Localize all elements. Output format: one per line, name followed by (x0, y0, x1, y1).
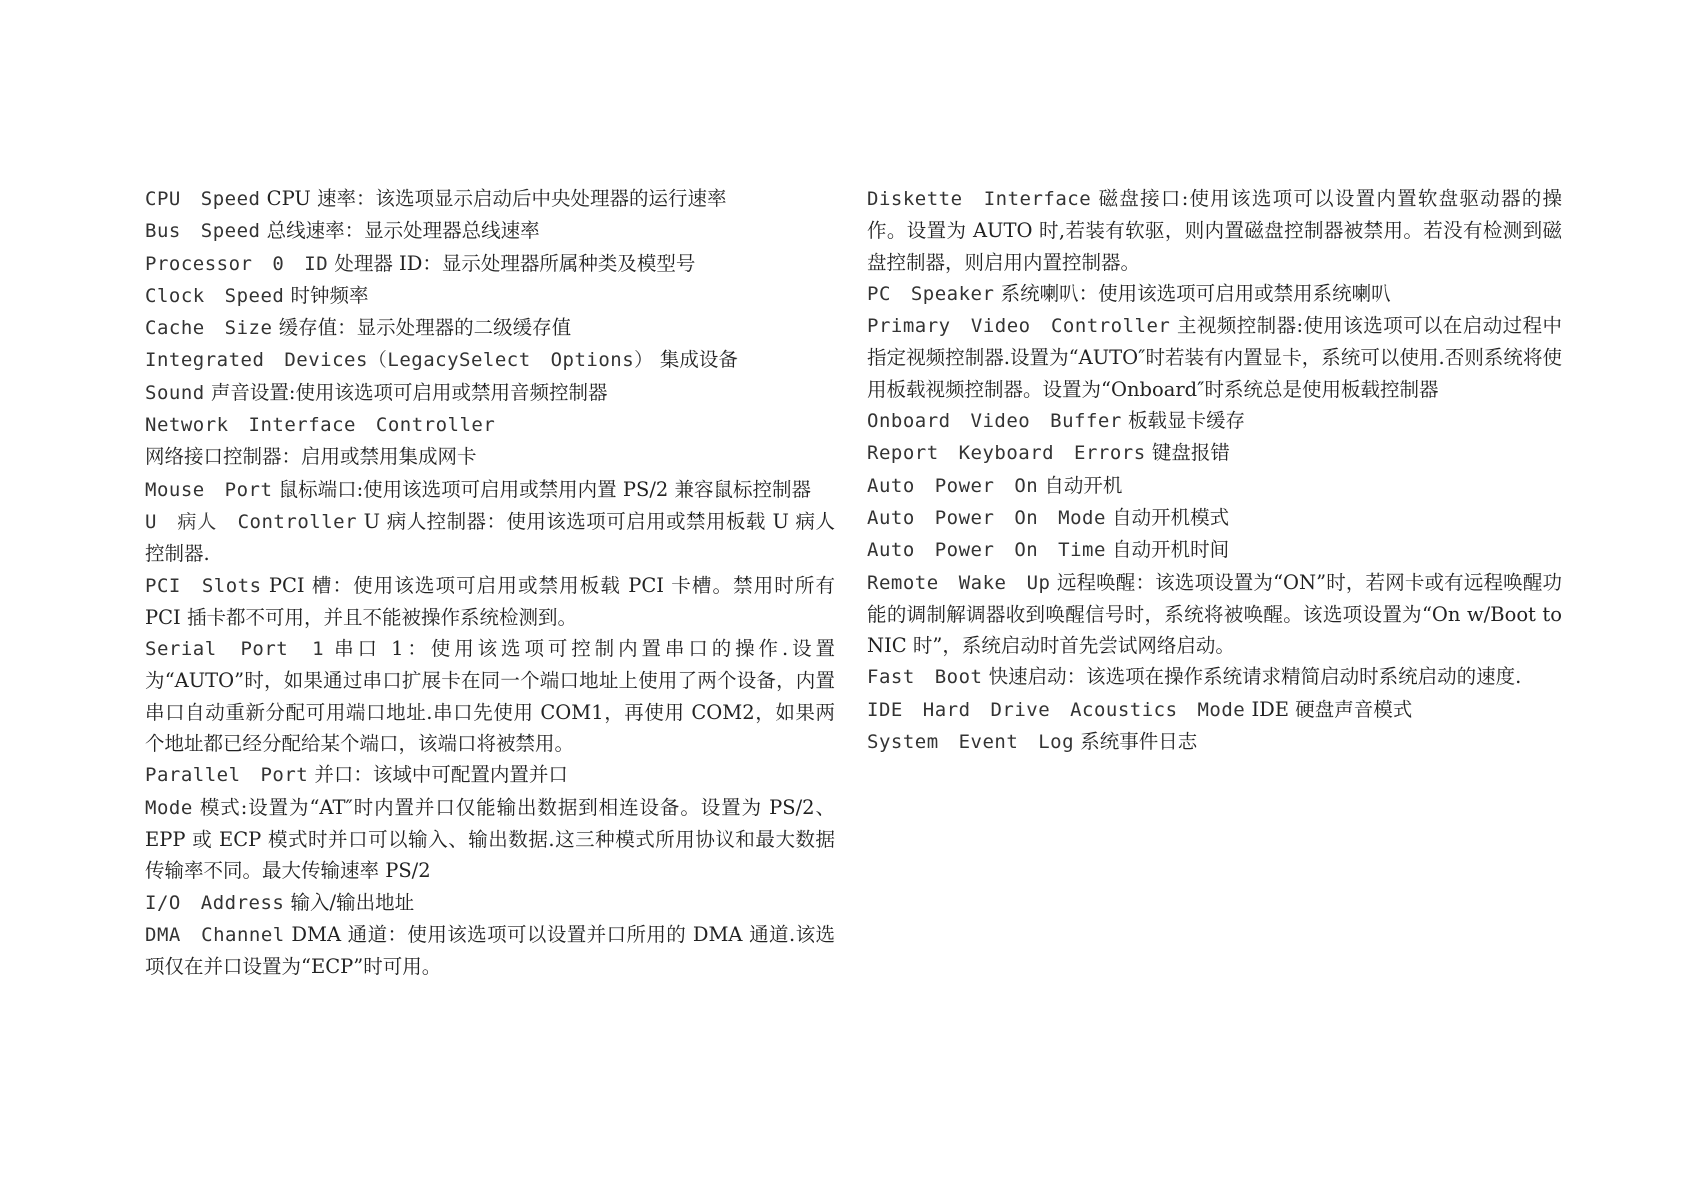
entry-term: Auto Power On (867, 474, 1039, 497)
entry-report-keyboard-errors (867, 437, 1562, 469)
entry-term: Clock Speed (145, 284, 285, 307)
entry-text: 鼠标端口:使用该选项可启用或禁用内置 PS/2 兼容鼠标控制器 (278, 477, 812, 501)
entry-primary-video-controller (867, 310, 1562, 405)
entry-usb-controller (145, 506, 835, 570)
entry-term: Cache Size (145, 317, 273, 340)
entry-term: Primary Video Controller (867, 315, 1171, 338)
entry-term: Network Interface Controller (145, 414, 496, 437)
entry-mouse-port (145, 474, 835, 506)
entry-term: Onboard Video Buffer (867, 410, 1122, 433)
entry-parallel-port (145, 759, 835, 791)
entry-term: IDE Hard Drive Acoustics Mode (867, 698, 1246, 721)
entry-text: 声音设置:使用该选项可启用或禁用音频控制器 (210, 380, 608, 404)
entry-io-address (145, 887, 835, 919)
entry-sound (145, 377, 835, 409)
entry-term: I/O Address (145, 891, 285, 914)
entry-pc-speaker (867, 278, 1562, 310)
entry-term: Integrated Devices（LegacySelect Options） (145, 349, 654, 372)
entry-auto-power-on-time (867, 534, 1562, 566)
entry-diskette-interface (867, 183, 1562, 278)
entry-cpu-speed (145, 183, 835, 215)
entry-term: DMA Channel (145, 923, 285, 946)
entry-term: Auto Power On Time (867, 539, 1106, 562)
entry-term: Auto Power On Mode (867, 506, 1106, 529)
entry-term: Mouse Port (145, 478, 273, 501)
entry-mode (145, 792, 835, 887)
entry-ide-hard-drive-acoustics (867, 694, 1562, 726)
entry-text: PCI 槽：使用该选项可启用或禁用板载 PCI 卡槽。禁用时所有 PCI 插卡都不可用，并且不能被操作系统检测到。 (145, 573, 836, 629)
entry-term: System Event Log (867, 731, 1075, 754)
entry-text: DMA 通道：使用该选项可以设置并口所用的 DMA 通道.该选项仅在并口设置为“ECP”时可用。 (145, 922, 835, 979)
entry-text: 并口：该域中可配置内置并口 (314, 763, 568, 787)
entry-auto-power-on (867, 470, 1562, 502)
entry-term: Sound (145, 381, 205, 404)
entry-term: PC Speaker (867, 282, 995, 305)
entry-text: IDE 硬盘声音模式 (1251, 697, 1413, 721)
entry-network-interface-controller (145, 409, 835, 441)
entry-serial-port-1 (145, 633, 835, 759)
entry-system-event-log (867, 726, 1562, 758)
entry-text: 集成设备 (659, 348, 738, 372)
entry-text: 时钟频率 (290, 283, 369, 307)
entry-cache-size (145, 312, 835, 344)
entry-text: 主视频控制器:使用该选项可以在启动过程中指定视频控制器.设置为“AUTO″时若装有内置显卡，系统可以使用.否则系统将使用板载视频控制器。设置为“Onboard″时系统总是使用板载控制器 (867, 314, 1562, 401)
entry-text: 总线速率：显示处理器总线速率 (266, 219, 540, 243)
right-column (867, 183, 1562, 758)
entry-term: Mode (145, 796, 193, 819)
entry-processor-id (145, 248, 835, 280)
entry-term: U 病人 Controller (145, 510, 358, 533)
entry-term: Fast Boot (867, 666, 983, 689)
entry-text: 板载显卡缓存 (1127, 409, 1245, 433)
entry-network-interface-desc (145, 441, 835, 473)
entry-text: U 病人控制器：使用该选项可启用或禁用板载 U 病人控制器. (145, 509, 835, 566)
entry-remote-wake-up (867, 567, 1562, 662)
entry-text: 自动开机时间 (1112, 538, 1230, 562)
entry-text: 缓存值：显示处理器的二级缓存值 (278, 316, 572, 340)
entry-text: 处理器 ID：显示处理器所属种类及模型号 (334, 251, 696, 275)
entry-term: CPU Speed (145, 188, 261, 210)
entry-onboard-video-buffer (867, 405, 1562, 437)
entry-text: 输入/输出地址 (290, 890, 415, 914)
entry-text: 网络接口控制器：启用或禁用集成网卡 (145, 445, 477, 469)
left-column (145, 183, 835, 982)
entry-text: 串口 1：使用该选项可控制内置串口的操作.设置为“AUTO”时，如果通过串口扩展卡在同一个端口地址上使用了两个设备，内置串口自动重新分配可用端口地址.串口先使用 COM1，再使用 COM2，如果两个地址都已经分配给某个端口，该端口将被禁用。 (145, 637, 835, 756)
entry-dma-channel (145, 919, 835, 983)
entry-text: 键盘报错 (1151, 441, 1230, 465)
entry-text: 磁盘接口:使用该选项可以设置内置软盘驱动器的操作。设置为 AUTO 时,若装有软驱，则内置磁盘控制器被禁用。若没有检测到磁盘控制器，则启用内置控制器。 (867, 187, 1562, 274)
entry-term: Processor 0 ID (145, 252, 329, 275)
entry-text: 系统喇叭：使用该选项可启用或禁用系统喇叭 (1000, 281, 1391, 305)
entry-text: 模式:设置为“AT″时内置并口仅能输出数据到相连设备。设置为 PS/2、EPP 或 ECP 模式时并口可以输入、输出数据.这三种模式所用协议和最大数据传输率不同。最大传输速率 PS/2 (145, 795, 836, 883)
entry-text: 自动开机 (1044, 473, 1123, 497)
entry-auto-power-on-mode (867, 502, 1562, 534)
entry-text: 系统事件日志 (1080, 730, 1198, 754)
entry-term: Report Keyboard Errors (867, 442, 1146, 465)
entry-text: 远程唤醒：该选项设置为“ON”时，若网卡或有远程唤醒功能的调制解调器收到唤醒信号时，系统将被唤醒。该选项设置为“On w/Boot to NIC 时”，系统启动时首先尝试网络启动。 (867, 570, 1562, 658)
entry-fast-boot (867, 661, 1562, 693)
entry-term: Diskette Interface (867, 188, 1092, 210)
entry-integrated-devices (145, 344, 835, 376)
entry-term: PCI Slots (145, 574, 262, 597)
entry-text: CPU 速率：该选项显示启动后中央处理器的运行速率 (266, 187, 727, 210)
entry-bus-speed (145, 215, 835, 247)
entry-text: 自动开机模式 (1112, 505, 1230, 529)
entry-term: Remote Wake Up (867, 571, 1051, 594)
entry-term: Serial Port 1 (145, 638, 325, 661)
entry-text: 快速启动：该选项在操作系统请求精简启动时系统启动的速度. (988, 665, 1522, 689)
entry-clock-speed (145, 280, 835, 312)
entry-term: Bus Speed (145, 220, 261, 243)
entry-pci-slots (145, 570, 835, 634)
entry-term: Parallel Port (145, 764, 309, 787)
